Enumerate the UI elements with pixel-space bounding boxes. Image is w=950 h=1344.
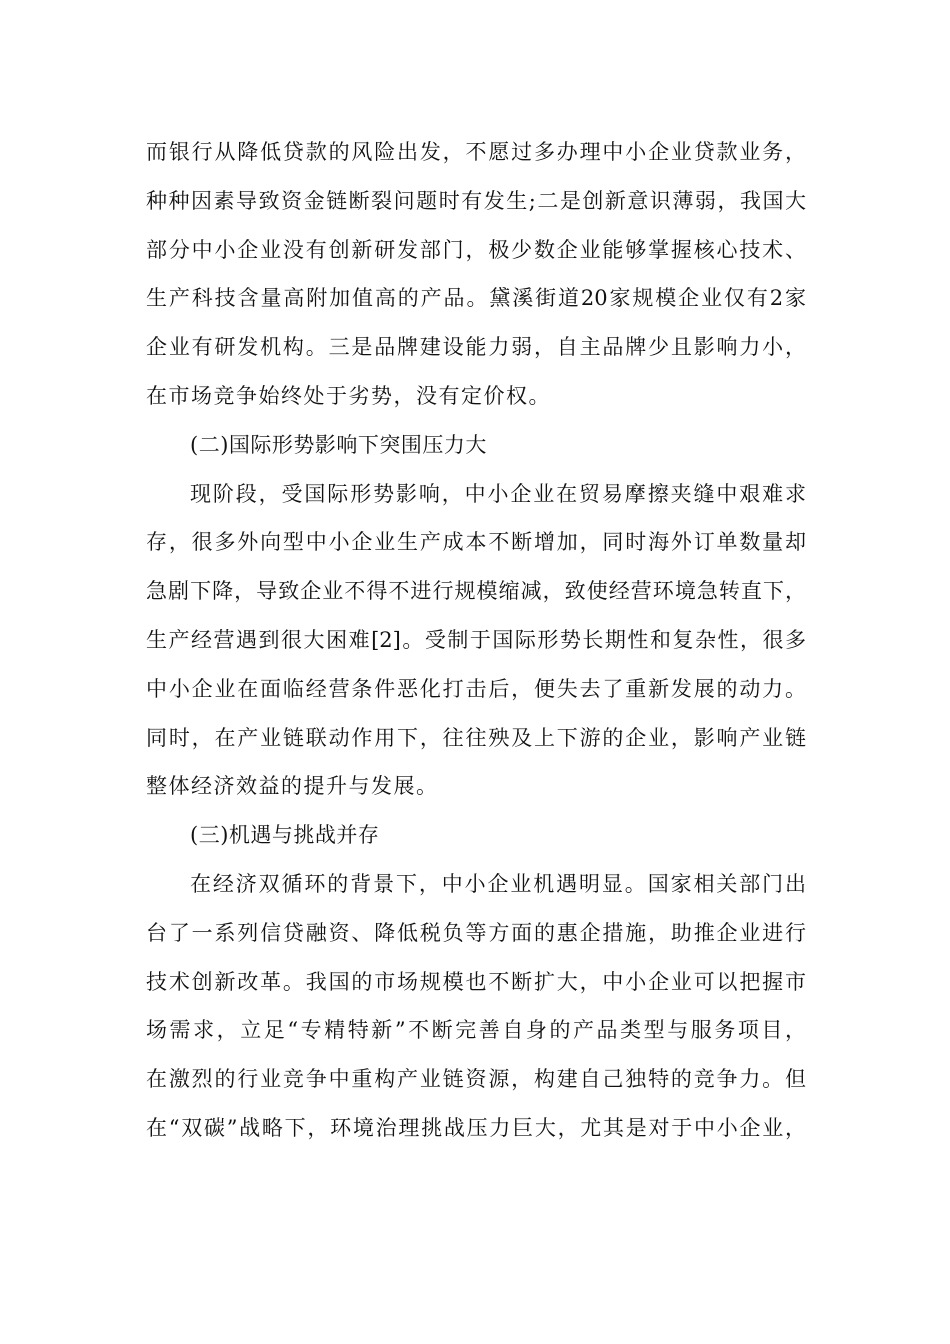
text-line: 同时，在产业链联动作用下，往往殃及上下游的企业，影响产业链 xyxy=(146,725,806,750)
text-line: 急剧下降，导致企业不得不进行规模缩减，致使经营环境急转直下， xyxy=(146,579,806,604)
text-line: 台了一系列信贷融资、降低税负等方面的惠企措施，助推企业进行 xyxy=(146,920,806,945)
text-line: 而银行从降低贷款的风险出发，不愿过多办理中小企业贷款业务， xyxy=(146,140,806,164)
text-line: 企业有研发机构。三是品牌建设能力弱，自主品牌少且影响力小， xyxy=(146,335,806,360)
text-line: 部分中小企业没有创新研发部门，极少数企业能够掌握核心技术、 xyxy=(146,237,806,262)
text-line: 生产科技含量高附加值高的产品。黛溪街道20家规模企业仅有2家 xyxy=(146,286,806,311)
body-text xyxy=(146,128,806,1153)
text-line: 技术创新改革。我国的市场规模也不断扩大，中小企业可以把握市 xyxy=(146,969,806,994)
section-heading-2: (二)国际形势影响下突围压力大 xyxy=(190,432,487,457)
text-line: 存，很多外向型中小企业生产成本不断增加，同时海外订单数量却 xyxy=(146,530,806,555)
text-line: 在市场竞争始终处于劣势，没有定价权。 xyxy=(146,383,551,408)
text-line: 生产经营遇到很大困难[2]。受制于国际形势长期性和复杂性，很多 xyxy=(146,627,806,652)
text-line: 现阶段，受国际形势影响，中小企业在贸易摩擦夹缝中艰难求 xyxy=(190,481,806,506)
text-line: 在“双碳”战略下，环境治理挑战压力巨大，尤其是对于中小企业， xyxy=(146,1115,806,1140)
text-line: 整体经济效益的提升与发展。 xyxy=(146,774,439,799)
text-line: 中小企业在面临经营条件恶化打击后，便失去了重新发展的动力。 xyxy=(146,676,806,701)
text-line: 场需求，立足“专精特新”不断完善自身的产品类型与服务项目， xyxy=(146,1018,806,1043)
text-line: 在经济双循环的背景下，中小企业机遇明显。国家相关部门出 xyxy=(190,871,806,896)
text-line: 种种因素导致资金链断裂问题时有发生;二是创新意识薄弱，我国大 xyxy=(146,188,806,213)
section-heading-3: (三)机遇与挑战并存 xyxy=(190,823,380,848)
text-line: 在激烈的行业竞争中重构产业链资源，构建自己独特的竞争力。但 xyxy=(146,1067,806,1092)
